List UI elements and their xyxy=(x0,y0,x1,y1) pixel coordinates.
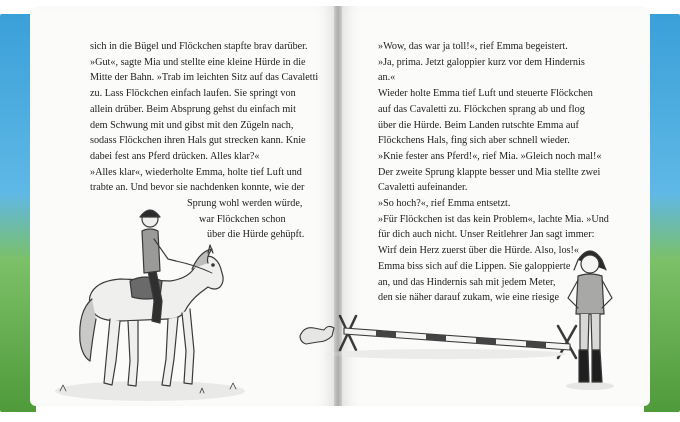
text-line: »So hoch?«, rief Emma entsetzt. xyxy=(378,198,511,210)
text-line: »Ja, prima. Jetzt galoppier kurz vor dem Hindernis xyxy=(378,56,585,68)
book-spine xyxy=(334,6,342,406)
text-line: Sprung wohl werden würde, xyxy=(187,198,303,210)
left-page xyxy=(30,6,338,406)
text-line: zu. Lass Flöckchen einfach laufen. Sie springt von xyxy=(90,88,296,100)
text-line: dem Schwung mit und gibst mit den Zügeln nach, xyxy=(90,119,294,131)
text-line: sich in die Bügel und Flöckchen stapfte brav darüber. xyxy=(90,41,308,52)
text-line: »Knie fester ans Pferd!«, rief Mia. »Gleich noch mal!« xyxy=(378,150,602,162)
text-line: an, und das Hindernis sah mit jedem Meter, xyxy=(378,276,556,288)
text-line: allein drüber. Beim Absprung gehst du einfach mit xyxy=(90,103,296,115)
text-line: auf das Cavaletti zu. Flöckchen sprang ab und flog xyxy=(378,103,585,115)
text-line: »Für Flöckchen ist das kein Problem«, lachte Mia. »Und xyxy=(378,213,609,225)
text-line: für dich auch nicht. Unser Reitlehrer Jan sagt immer: xyxy=(378,229,595,241)
text-line: trabte an. Und bevor sie nachdenken konnte, wie der xyxy=(90,182,305,194)
text-line: sodass Flöckchen ihren Hals gut strecken kann. Knie xyxy=(90,135,306,147)
horse-and-rider-illustration xyxy=(50,201,250,406)
text-line: Cavaletti aufeinander. xyxy=(378,182,468,194)
text-line: Der zweite Sprung klappte besser und Mia stellte zwei xyxy=(378,166,601,178)
text-line: war Flöckchen schon xyxy=(199,213,286,225)
text-line: Wieder holte Emma tief Luft und steuerte Flöckchen xyxy=(378,88,593,100)
text-line: »Gut«, sagte Mia und stellte eine kleine Hürde in die xyxy=(90,56,306,68)
text-line: den sie näher darauf zukam, wie eine riesige xyxy=(378,292,560,304)
text-line: über die Hürde. Beim Landen rutschte Emma auf xyxy=(378,119,579,131)
text-line: Emma biss sich auf die Lippen. Sie galoppierte xyxy=(378,260,571,272)
text-line: Mitte der Bahn. »Trab im leichten Sitz auf das Cavaletti xyxy=(90,72,319,84)
text-line: »Alles klar«, wiederholte Emma, holte tief Luft und xyxy=(90,166,302,178)
text-line: Wirf dein Herz zuerst über die Hürde. Also, los!« xyxy=(378,245,580,257)
text-line: über die Hürde gehüpft. xyxy=(207,229,305,241)
text-line: »Wow, das war ja toll!«, rief Emma begeistert. xyxy=(378,41,568,52)
text-line: Flöckchens Hals, fing sich aber schnell wieder. xyxy=(378,135,570,147)
text-line: dabei fest ans Pferd drücken. Alles klar?« xyxy=(90,150,260,162)
text-line: an.« xyxy=(378,72,396,84)
